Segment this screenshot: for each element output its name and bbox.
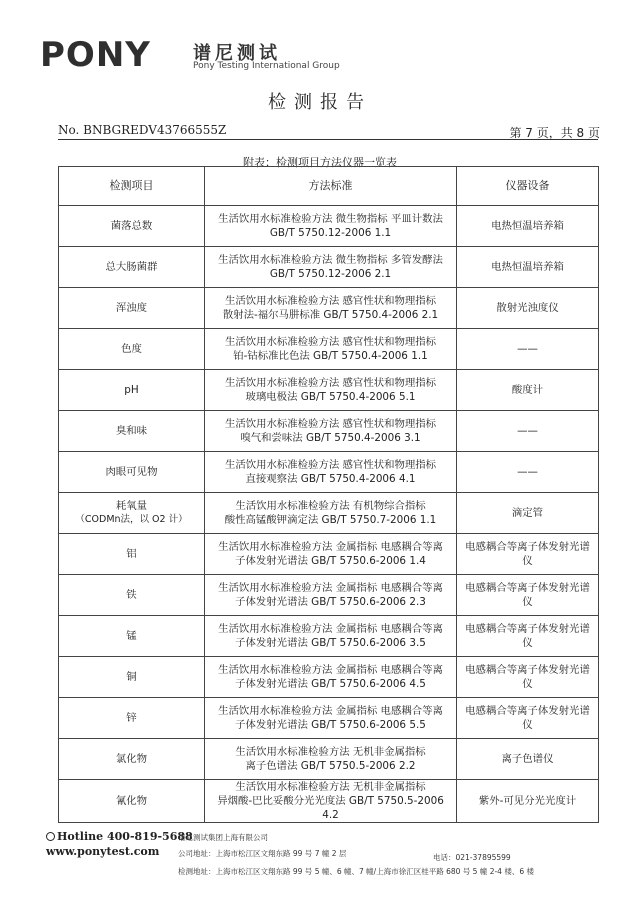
item-cell: 锌	[59, 698, 205, 739]
instrument-cell: 电感耦合等离子体发射光谱仪	[457, 657, 599, 698]
table-row	[59, 739, 599, 780]
instrument-cell: 散射光浊度仪	[457, 288, 599, 329]
method-cell: 生活饮用水标准检验方法 感官性状和物理指标 嗅气和尝味法 GB/T 5750.4-2006 3.1	[205, 411, 457, 452]
table-row	[59, 329, 599, 370]
company-address: 公司地址：上海市松江区文翔东路 99 号 7 幢 2 层	[178, 849, 347, 858]
table-row	[59, 780, 599, 823]
website-link[interactable]: www.ponytest.com	[46, 845, 160, 858]
item-cell: 耗氧量 （CODMn法，以 O2 计）	[59, 493, 205, 534]
company-name: 谱尼测试集团上海有限公司	[178, 833, 268, 842]
table-row	[59, 370, 599, 411]
table-row	[59, 206, 599, 247]
phone-icon	[46, 832, 55, 841]
method-cell: 生活饮用水标准检验方法 无机非金属指标 异烟酸-巴比妥酸分光光度法 GB/T 5750.5-2006 4.2	[205, 780, 457, 823]
item-cell: 氰化物	[59, 780, 205, 823]
table-row	[59, 575, 599, 616]
instrument-cell: 电感耦合等离子体发射光谱仪	[457, 575, 599, 616]
instrument-cell: 电热恒温培养箱	[457, 206, 599, 247]
instrument-cell: ——	[457, 452, 599, 493]
header-item: 检测项目	[59, 167, 205, 206]
report-number: No. BNBGREDV43766555Z	[58, 123, 227, 137]
table-row	[59, 493, 599, 534]
item-cell: 臭和味	[59, 411, 205, 452]
item-cell: 肉眼可见物	[59, 452, 205, 493]
instrument-cell: 酸度计	[457, 370, 599, 411]
item-cell: 浑浊度	[59, 288, 205, 329]
method-cell: 生活饮用水标准检验方法 金属指标 电感耦合等离 子体发射光谱法 GB/T 5750.6-2006 4.5	[205, 657, 457, 698]
brand-name-cn: 谱尼测试	[193, 43, 281, 64]
item-cell: 总大肠菌群	[59, 247, 205, 288]
item-cell: 铁	[59, 575, 205, 616]
instrument-cell: 电热恒温培养箱	[457, 247, 599, 288]
method-cell: 生活饮用水标准检验方法 金属指标 电感耦合等离 子体发射光谱法 GB/T 5750.6-2006 3.5	[205, 616, 457, 657]
instrument-cell: ——	[457, 329, 599, 370]
method-cell: 生活饮用水标准检验方法 感官性状和物理指标 直接观察法 GB/T 5750.4-2006 4.1	[205, 452, 457, 493]
header-method: 方法标准	[205, 167, 457, 206]
header-divider	[58, 139, 598, 140]
method-cell: 生活饮用水标准检验方法 有机物综合指标 酸性高锰酸钾滴定法 GB/T 5750.7-2006 1.1	[205, 493, 457, 534]
logo-wordmark: PONY	[40, 35, 151, 75]
instrument-cell: ——	[457, 411, 599, 452]
table-row	[59, 534, 599, 575]
method-cell: 生活饮用水标准检验方法 微生物指标 多管发酵法 GB/T 5750.12-2006 2.1	[205, 247, 457, 288]
methods-table	[58, 166, 599, 823]
method-cell: 生活饮用水标准检验方法 金属指标 电感耦合等离 子体发射光谱法 GB/T 5750.6-2006 2.3	[205, 575, 457, 616]
instrument-cell: 滴定管	[457, 493, 599, 534]
method-cell: 生活饮用水标准检验方法 感官性状和物理指标 散射法-福尔马肼标准 GB/T 5750.4-2006 2.1	[205, 288, 457, 329]
method-cell: 生活饮用水标准检验方法 金属指标 电感耦合等离 子体发射光谱法 GB/T 5750.6-2006 5.5	[205, 698, 457, 739]
header-instrument: 仪器设备	[457, 167, 599, 206]
instrument-cell: 电感耦合等离子体发射光谱仪	[457, 534, 599, 575]
hotline-text: Hotline 400-819-5688	[57, 830, 193, 843]
instrument-cell: 离子色谱仪	[457, 739, 599, 780]
table-header-row	[59, 167, 599, 206]
item-cell: 铜	[59, 657, 205, 698]
item-cell: 色度	[59, 329, 205, 370]
instrument-cell: 电感耦合等离子体发射光谱仪	[457, 616, 599, 657]
table-row	[59, 616, 599, 657]
report-title: 检测报告	[268, 92, 372, 113]
method-cell: 生活饮用水标准检验方法 感官性状和物理指标 铂-钴标准比色法 GB/T 5750.4-2006 1.1	[205, 329, 457, 370]
table-row	[59, 657, 599, 698]
table-row	[59, 411, 599, 452]
item-cell: 菌落总数	[59, 206, 205, 247]
item-cell: pH	[59, 370, 205, 411]
method-cell: 生活饮用水标准检验方法 金属指标 电感耦合等离 子体发射光谱法 GB/T 5750.6-2006 1.4	[205, 534, 457, 575]
item-cell: 锰	[59, 616, 205, 657]
item-cell: 氯化物	[59, 739, 205, 780]
instrument-cell: 紫外-可见分光光度计	[457, 780, 599, 823]
testing-address: 检测地址：上海市松江区文翔东路 99 号 5 幢、6 幢、7 幢/上海市徐汇区桂平路 680 号 5 幢 2-4 楼、6 楼	[178, 867, 534, 876]
item-cell: 铝	[59, 534, 205, 575]
table-row	[59, 247, 599, 288]
instrument-cell: 电感耦合等离子体发射光谱仪	[457, 698, 599, 739]
hotline	[46, 830, 193, 843]
company-logo	[40, 35, 340, 75]
method-cell: 生活饮用水标准检验方法 无机非金属指标 离子色谱法 GB/T 5750.5-2006 2.2	[205, 739, 457, 780]
table-row	[59, 288, 599, 329]
brand-name-en: Pony Testing International Group	[193, 61, 340, 71]
phone-number: 电话：021-37895599	[433, 853, 511, 862]
method-cell: 生活饮用水标准检验方法 感官性状和物理指标 玻璃电极法 GB/T 5750.4-2006 5.1	[205, 370, 457, 411]
table-row	[59, 452, 599, 493]
method-cell: 生活饮用水标准检验方法 微生物指标 平皿计数法 GB/T 5750.12-2006 1.1	[205, 206, 457, 247]
page-indicator: 第 7 页，共 8 页	[509, 126, 600, 140]
table-caption: 附表：检测项目方法仪器一览表	[243, 156, 397, 169]
page-footer	[46, 830, 606, 890]
table-row	[59, 698, 599, 739]
